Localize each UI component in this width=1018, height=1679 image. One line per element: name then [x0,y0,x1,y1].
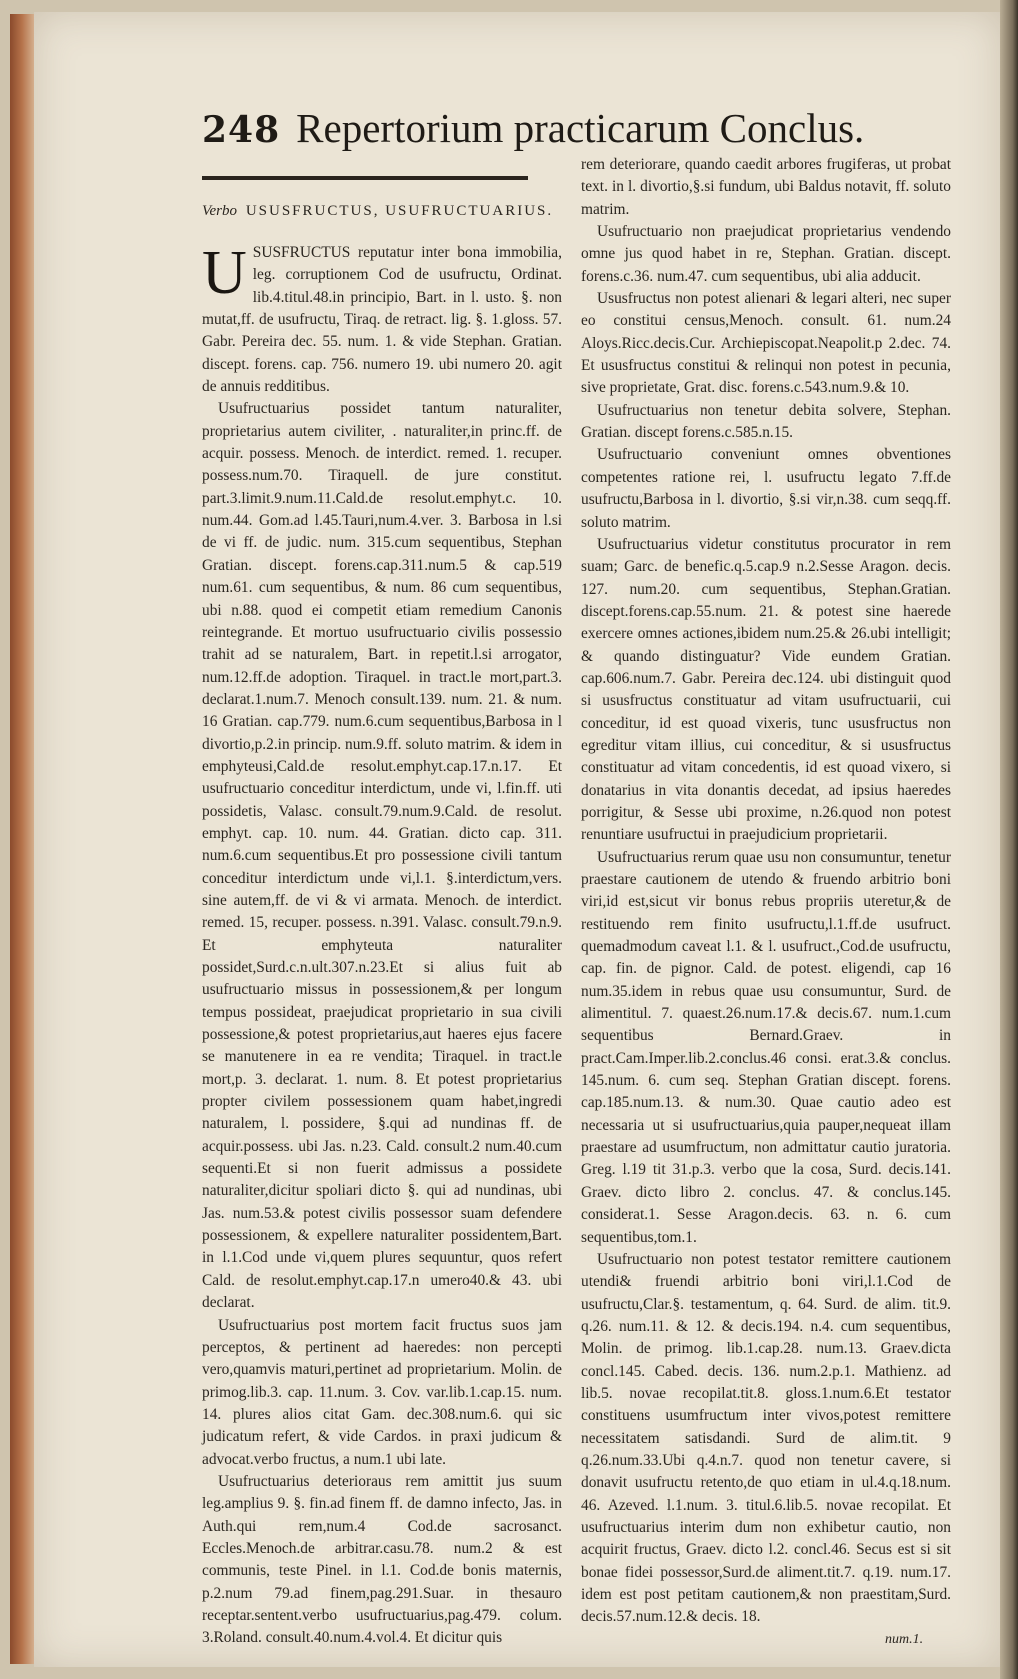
left-column [202,188,562,1650]
paragraph: Usufructuarius videtur constitutus procurator in rem suam; Garc. de benefic.q.5.cap.9 n.2.Sesse Aragon. decis. 127. num.20. cum sequentibus, Stephan.Gratian. discept.forens.cap.55.num. 21. & potest sine haerede exercere omnes actiones,ibidem num.25.& 26.ubi intelligit; & quando distinguatur? Vide eundem Gratian. cap.606.num.7. Gabr. Pereira dec.124. ubi distinguit quod si ususfructus constituatur ad vitam usufructuarii, cui conceditur, id est quoad vixeris, tunc ususfructus non egreditur vitam illius, cui conceditur, & si ususfructus constituatur ad vitam concedentis, id est quoad vixero, si donatarius in vita donantis decedat, ad ipsius haeredes porrigitur, & Sesse ubi proxime, n.26.quod non potest renuntiare usufructui in praejudicium proprietarii. [581,535,951,844]
paragraph: Usufructuarius deterioraus rem amittit jus suum leg.amplius 9. §. fin.ad finem ff. de damno infecto, Jas. in Auth.qui rem,num.4 Cod.de sacrosanct. Eccles.Menoch.de arbitrar.casu.78. num.2 & est communis, teste Pinel. in l.1. Cod.de bonis maternis, p.2.num 79.ad finem,pag.291.Suar. in thesauro receptar.sentent.verbo usufructuarius,pag.479. colum. 3.Roland. consult.40.num.4.vol.4. Et dicitur quis [202,1472,562,1647]
paragraph: Usufructuarius rerum quae usu non consumuntur, tenetur praestare cautionem de utendo & fruendo arbitrio boni viri,id est,sicut vir bonus rebus propriis uteretur,& de restituendo rem finito usufructu,l.1.ff.de usufruct. quemadmodum caveat l.1. & l. usufruct.,Cod.de usufructu, cap. fin. de pignor. Cald. de potest. eligendi, cap 16 num.35.idem in rebus quae usu consumuntur, Surd. de alimentitul. 7. quaest.26.num.17.& decis.67. num.1.cum sequentibus Bernard.Graev. in pract.Cam.Imper.lib.2.conclus.46 consi. erat.3.& conclus. 145.num. 6. cum seq. Stephan Gratian discept. forens. cap.185.num.13. & num.30. Quae cautio adeo est necessaria ut si usufructuarius,quia pauper,nequeat illam praestare ad usumfructum, non admittatur cautio juratoria. Greg. l.19 tit 31.p.3. verbo que la cosa, Surd. decis.141. Graev. dicto libro 2. conclus. 47. & conclus.145. considerat.1. Sesse Aragon.decis. 63. n. 6. cum sequentibus,tom.1. [581,848,951,1246]
paragraph: Usufructuario conveniunt omnes obventiones competentes ratione rei, l. usufructu legato 7.ff.de usufructu,Barbosa in l. divortio, §.si vir,n.38. cum seqq.ff. soluto matrim. [581,446,951,531]
page-edge-left [10,14,36,1664]
paragraph [202,239,562,398]
entry-heading-text: USUSFRUCTUS, USUFRUCTUARIUS. [245,203,554,219]
entry-heading [202,202,562,220]
catchword: num.1. [885,1632,924,1647]
paragraph: Usufructuario non praejudicat proprietarius vendendo omne jus quod habet in re, Stephan. Gratian. discept. forens.c.36. num.47. cum sequentibus, ubi alia adducit. [581,223,951,285]
drop-cap: U [202,239,247,307]
page-number: 248 [202,109,281,151]
paragraph: Usufructuarius post mortem facit fructus suos jam perceptos, & pertinent ad haeredes: non percepti vero,quamvis maturi,pertinet ad proprietarium. Molin. de primog.lib.3. cap. 11.num. 3. Cov. var.lib.1.cap.15. num. 14. plures alios citat Gam. dec.308.num.6. qui sic judicatum refert, & vide Cardos. in praxi judicum & advocat.verbo fructus, a num.1 ubi late. [202,1316,562,1468]
paragraph-text: SUSFRUCTUS reputatur inter bona immobilia, leg. corruptionem Cod de usufructu, Ordinat. lib.4.titul.48.in principio, Bart. in l. usto. §. non mutat,ff. de usufructu, Tiraq. de retract. lig. §. 1.gloss. 57. Gabr. Pereira dec. 55. num. 1. & vide Stephan. Gratian. discept. forens. cap. 756. numero 19. ubi numero 20. agit de annuis redditibus. [202,244,562,396]
paragraph: Usufructuario non potest testator remittere cautionem utendi& fruendi arbitrio boni viri,l.1.Cod de usufructu,Clar.§. testamentum, q. 64. Surd. de alim. tit.9. q.26. num.11. & 12. & decis.194. n.4. cum sequentibus, Molin. de primog. lib.1.cap.28. num.13. Graev.dicta concl.145. Cabed. decis. 136. num.2.p.1. Mathienz. ad lib.5. novae recopilat.tit.8. gloss.1.num.6.Et testator constituens usumfructum inter vivos,potest remittere necessitatem satisdandi. Surd de alim.tit. 9 q.26.num.33.Ubi q.4.n.7. quod non tenetur cavere, si donavit usufructu retento,de quo etiam in ul.4.q.18.num. 46. Azeved. l.1.num. 3. titul.6.lib.5. novae recopilat. Et usufructuarius interim dum non exhibetur cautio, non acquirit fructus, Graev. dicto l.2. concl.46. Secus est si sit bonae fidei possessor,Surd.de aliment.tit.7. q.19. num.17. idem est post petitam cautionem,& non praestitam,Surd. decis.57.num.12.& decis. 18. [581,1250,951,1626]
running-title: Repertorium practicarum Conclus. [296,105,865,151]
paragraph: Usufructuarius non tenetur debita solvere, Stephan. Gratian. discept forens.c.585.n.15. [581,401,951,442]
paragraph: Ususfructus non potest alienari & legari alteri, nec super eo constitui census,Menoch. consult. 61. num.24 Aloys.Ricc.decis.Cur. Archiepiscopat.Neapolit.p 2.dec. 74. Et ususfructus constitui & relinqui non potest in pecunia, sive proprietate, Grat. disc. forens.c.543.num.9.& 10. [581,290,951,397]
header-rule [202,176,528,180]
right-column [581,154,951,1629]
page-edge-right [1000,0,1018,1679]
entry-verbo: Verbo [202,203,237,219]
paragraph: rem deteriorare, quando caedit arbores frugiferas, ut probat text. in l. divortio,§.si fundum, ubi Baldus notavit, ff. soluto matrim. [581,156,951,218]
paragraph: Usufructuarius possidet tantum naturaliter, proprietarius autem civiliter, . naturaliter,in princ.ff. de acquir. possess. Menoch. de interdict. remed. 1. recuper. possess.num.70. Tiraquell. de jure constitut. part.3.limit.9.num.11.Cald.de resolut.emphyt.c. 10. num.44. Gom.ad l.45.Tauri,num.4.ver. 3. Barbosa in l.si de vi ff. de judic. num. 315.cum sequentibus, Stephan Gratian. discept. forens.cap.311.num.5 & cap.519 num.61. cum sequentibus, & num. 86 cum sequentibus, ubi n.88. quod ei competit etiam remedium Canonis reintegrande. Et mortuo usufructuario civilis possessio trahit ad se naturalem, Bart. in repetit.l.si arrogator, num.12.ff.de adoption. Tiraquel. in tract.le mort,part.3. declarat.1.num.7. Menoch consult.139. num. 21. & num. 16 Gratian. cap.779. num.6.cum sequentibus,Barbosa in l divortio,p.2.in princip. num.9.ff. soluto matrim. & idem in emphyteusi,Cald.de resolut.emphyt.cap.17.n.17. Et usufructuario conceditur interdictum, unde vi, l.fin.ff. uti possidetis, Valasc. consult.79.num.9.Cald. de resolut. emphyt. cap. 10. num. 44. Gratian. dicto cap. 311. num.6.cum sequentibus.Et pro possessione civili tantum conceditur interdictum unde vi,l.1. §.interdictum,vers. sine autem,ff. de vi & vi armata. Menoch. de interdict. remed. 15, recuper. possess. n.391. Valasc. consult.79.n.9. Et emphyteuta naturaliter possidet,Surd.c.n.ult.307.n.23.Et si alius fuit ab usufructuario missus in possessionem,& per longum tempus possideat, praejudicat proprietario in sua civili possessione,& potest proprietarius,aut haeres ejus facere se manutenere in ea re vendita; Tiraquel. in tract.le mort,p. 3. declarat. 1. num. 8. Et potest proprietarius propter civilem possessionem quam habet,ingredi naturalem, l. possidere, §.qui ad nundinas ff. de acquir.possess. ubi Jas. n.23. Cald. consult.2 num.40.cum sequenti.Et si non fuerit admissus a possidete naturaliter,dicitur spoliari dicto §. qui ad nundinas, ubi Jas. num.53.& potest civilis possessor suam defendere possessionem, & expellere naturaliter possidentem,Bart. in l.1.Cod unde vi,quem plures sequuntur, quos refert Cald. de resolut.emphyt.cap.17.n umero40.& 43. ubi declarat. [202,400,562,1312]
